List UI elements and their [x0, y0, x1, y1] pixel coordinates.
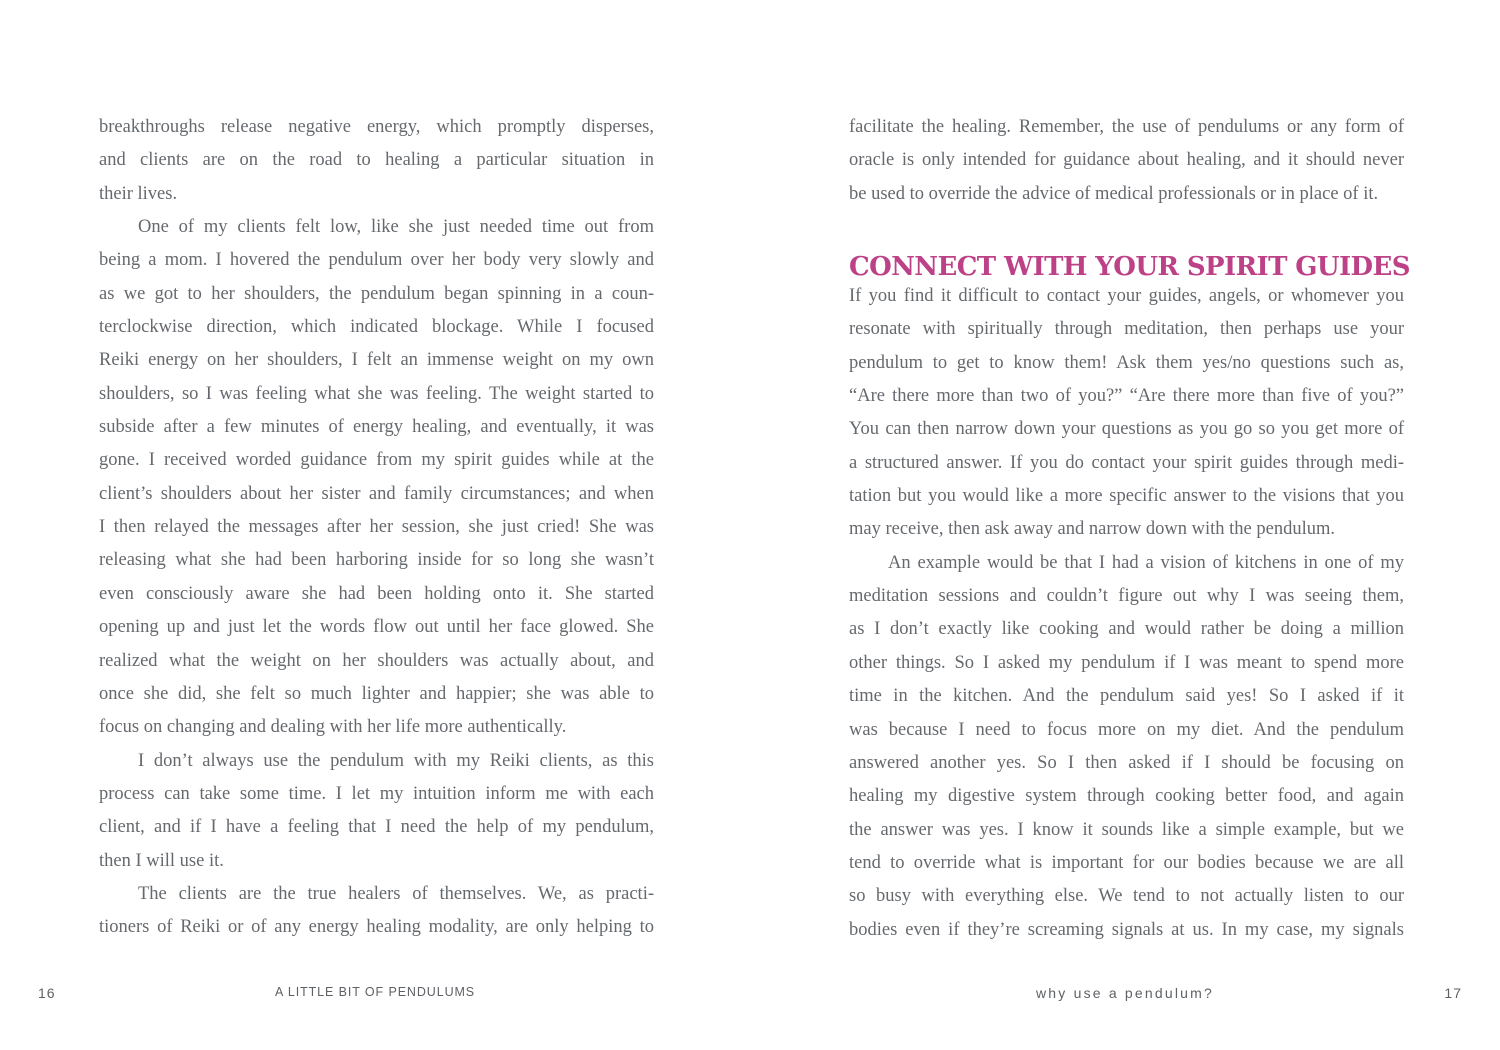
left-page-text-column — [99, 111, 654, 945]
left-page-number: 16 — [38, 985, 56, 1001]
text-line: Reiki energy on her shoulders, I felt an immense weight on my own — [99, 350, 654, 371]
text-line: tend to override what is important for our bodies because we are all — [849, 852, 1404, 873]
section-heading: CONNECT WITH YOUR SPIRIT GUIDES — [849, 252, 1410, 283]
text-line: An example would be that I had a vision of kitchens in one of my — [888, 552, 1404, 573]
text-line: other things. So I asked my pendulum if I was meant to spend more — [849, 652, 1404, 673]
text-line: as we got to her shoulders, the pendulum began spinning in a coun- — [99, 283, 654, 304]
text-line: releasing what she had been harboring inside for so long she wasn’t — [99, 550, 654, 571]
text-line: gone. I received worded guidance from my spirit guides while at the — [99, 450, 654, 471]
right-page-text-column — [849, 111, 1410, 947]
text-line: client, and if I have a feeling that I need the help of my pendulum, — [99, 817, 654, 838]
text-line: opening up and just let the words flow out until her face glowed. She — [99, 617, 654, 638]
text-line: breakthroughs release negative energy, which promptly disperses, — [99, 117, 654, 137]
text-line: shoulders, so I was feeling what she was feeling. The weight started to — [99, 383, 654, 404]
text-line: subside after a few minutes of energy healing, and eventually, it was — [99, 417, 654, 438]
paragraph — [99, 878, 654, 945]
text-line: a structured answer. If you do contact your spirit guides through medi- — [849, 452, 1404, 473]
text-line: meditation sessions and couldn’t figure out why I was seeing them, — [849, 586, 1404, 607]
text-line: then I will use it. — [99, 850, 224, 871]
right-running-footer-chapter-title: why use a pendulum? — [1036, 985, 1214, 1001]
paragraph — [849, 111, 1404, 211]
text-line: bodies even if they’re screaming signals at us. In my case, my signals — [849, 919, 1404, 940]
text-line: the answer was yes. I know it sounds like a simple example, but we — [849, 819, 1404, 840]
text-line: may receive, then ask away and narrow down with the pendulum. — [849, 519, 1335, 540]
text-line: realized what the weight on her shoulders was actually about, and — [99, 650, 654, 671]
paragraph — [99, 111, 654, 211]
text-line: tation but you would like a more specific answer to the visions that you — [849, 486, 1404, 507]
text-line: I then relayed the messages after her session, she just cried! She was — [99, 517, 654, 538]
text-line: facilitate the healing. Remember, the use of pendulums or any form of — [849, 117, 1404, 137]
text-line: client’s shoulders about her sister and family circumstances; and when — [99, 483, 654, 504]
text-line: focus on changing and dealing with her life more authentically. — [99, 717, 567, 738]
paragraph — [99, 211, 654, 745]
text-line: “Are there more than two of you?” “Are there more than five of you?” — [849, 386, 1404, 407]
paragraph — [99, 745, 654, 878]
text-line: One of my clients felt low, like she just needed time out from — [138, 217, 654, 238]
text-line: If you find it difficult to contact your guides, angels, or whomever you — [849, 286, 1404, 307]
text-line: being a mom. I hovered the pendulum over her body very slowly and — [99, 250, 654, 271]
text-line: was because I need to focus more on my diet. And the pendulum — [849, 719, 1404, 740]
paragraph — [849, 280, 1404, 547]
left-running-footer-book-title: A LITTLE BIT OF PENDULUMS — [274, 985, 476, 999]
text-line: time in the kitchen. And the pendulum said yes! So I asked if it — [849, 686, 1404, 707]
text-line: as I don’t exactly like cooking and would rather be doing a million — [849, 619, 1404, 640]
text-line: healing my digestive system through cooking better food, and again — [849, 786, 1404, 807]
text-line: be used to override the advice of medical professionals or in place of it. — [849, 183, 1379, 204]
right-page-number: 17 — [1444, 985, 1462, 1001]
text-line: tioners of Reiki or of any energy healing modality, are only helping to — [99, 917, 654, 938]
text-line: answered another yes. So I then asked if I should be focusing on — [849, 752, 1404, 773]
text-line: their lives. — [99, 183, 178, 204]
text-line: The clients are the true healers of themselves. We, as practi- — [138, 883, 654, 904]
text-line: even consciously aware she had been holding onto it. She started — [99, 583, 654, 604]
text-line: once she did, she felt so much lighter and happier; she was able to — [99, 683, 654, 704]
text-line: resonate with spiritually through meditation, then perhaps use your — [849, 319, 1404, 340]
text-line: terclockwise direction, which indicated blockage. While I focused — [99, 317, 654, 338]
text-line: You can then narrow down your questions as you go so you get more of — [849, 419, 1404, 440]
text-line: so busy with everything else. We tend to not actually listen to our — [849, 886, 1404, 907]
text-line: process can take some time. I let my intuition inform me with each — [99, 783, 654, 804]
text-line: pendulum to get to know them! Ask them yes/no questions such as, — [849, 352, 1404, 373]
paragraph — [849, 547, 1404, 947]
text-line: oracle is only intended for guidance about healing, and it should never — [849, 150, 1404, 171]
text-line: I don’t always use the pendulum with my Reiki clients, as this — [138, 750, 654, 771]
text-line: and clients are on the road to healing a particular situation in — [99, 150, 654, 171]
